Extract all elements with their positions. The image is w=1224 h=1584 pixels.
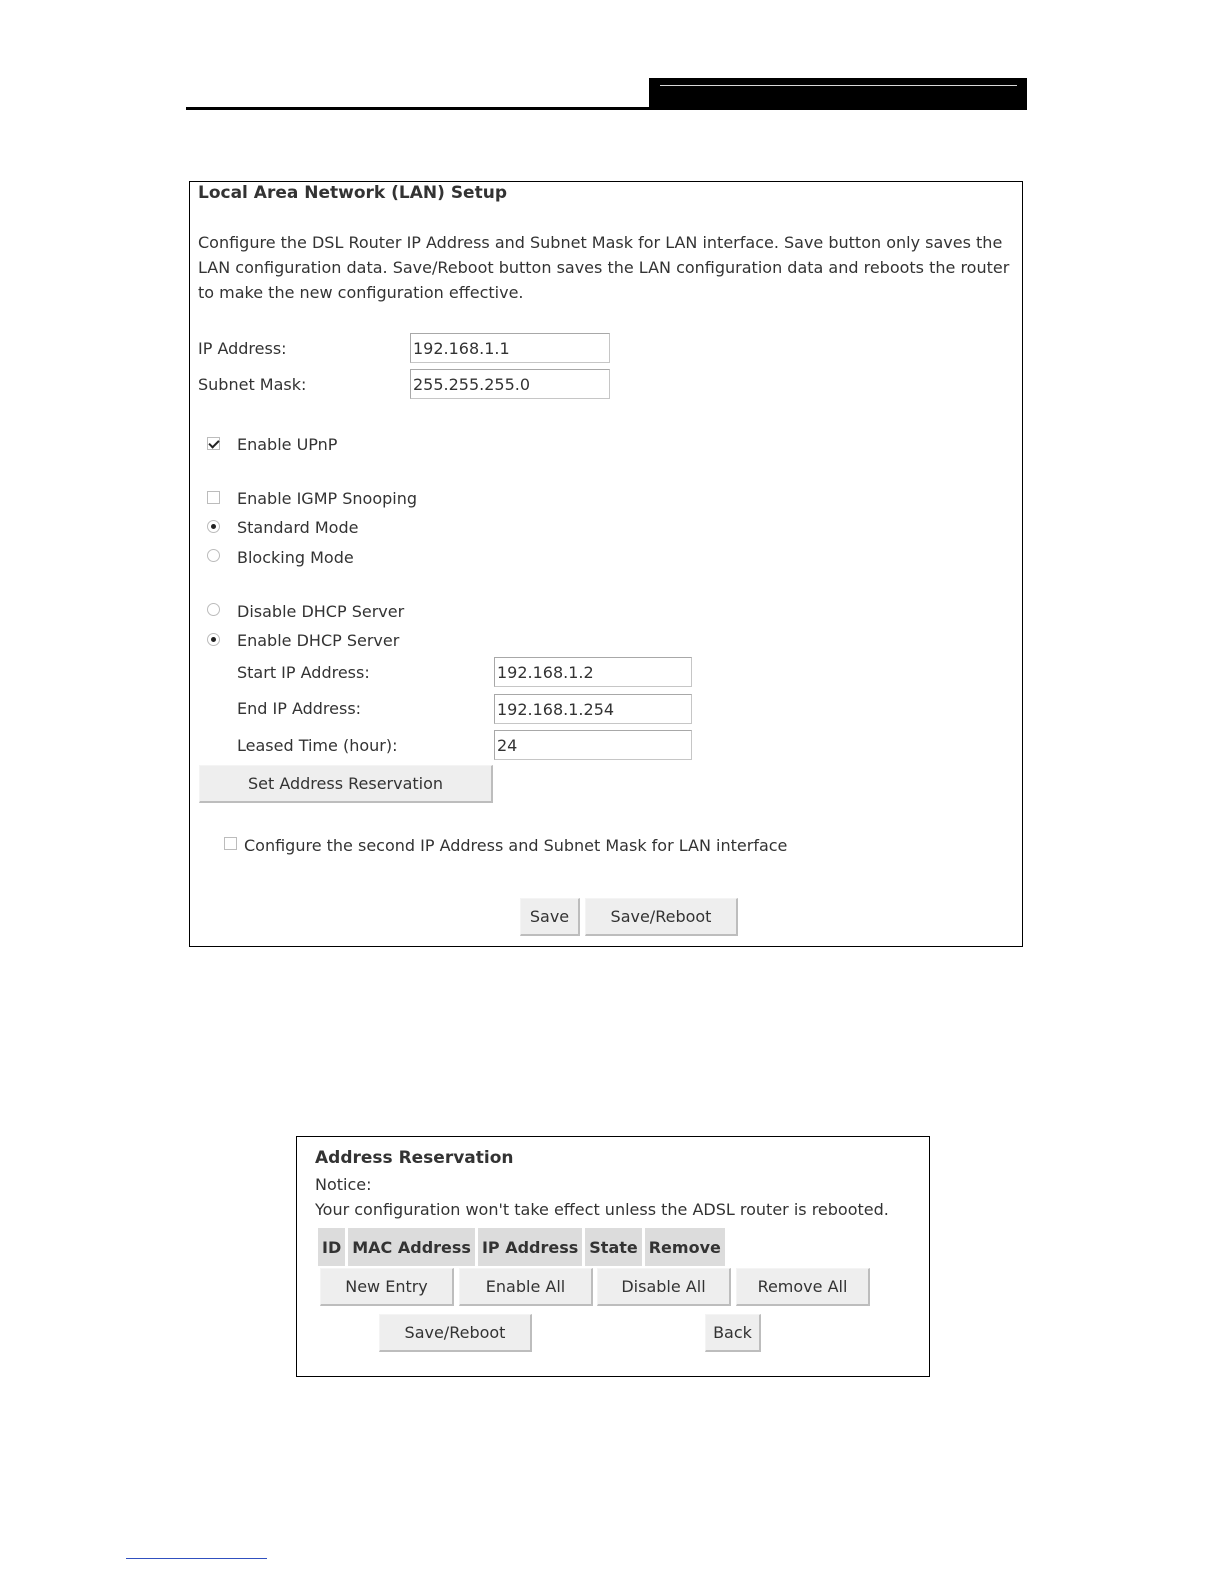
end-ip-label: End IP Address: (237, 699, 362, 718)
subnet-mask-input[interactable] (410, 369, 610, 399)
enable-dhcp-radio[interactable] (207, 633, 220, 646)
save-button[interactable]: Save (520, 898, 580, 936)
column-id: ID (318, 1228, 345, 1266)
header-bar (649, 78, 1027, 110)
reservation-table (315, 1225, 728, 1269)
second-ip-checkbox[interactable] (224, 837, 237, 850)
enable-igmp-snooping-label: Enable IGMP Snooping (237, 489, 418, 508)
ip-address-label: IP Address: (198, 339, 287, 358)
new-entry-button[interactable]: New Entry (320, 1268, 454, 1306)
enable-dhcp-label: Enable DHCP Server (237, 631, 400, 650)
second-ip-label: Configure the second IP Address and Subnet Mask for LAN interface (244, 836, 788, 855)
column-mac-address: MAC Address (348, 1228, 475, 1266)
blocking-mode-label: Blocking Mode (237, 548, 354, 567)
disable-dhcp-label: Disable DHCP Server (237, 602, 405, 621)
address-reservation-panel (296, 1136, 930, 1377)
leased-time-input[interactable] (494, 730, 692, 760)
footer-link-rule (126, 1558, 267, 1559)
lan-setup-description: Configure the DSL Router IP Address and Subnet Mask for LAN interface. Save button only saves the LAN configuration data. Save/Reboot button saves the LAN configuration data and reboots the router to make the new configuration effective. (198, 233, 1010, 302)
notice-label: Notice: (315, 1175, 372, 1194)
standard-mode-label: Standard Mode (237, 518, 359, 537)
subnet-mask-label: Subnet Mask: (198, 375, 307, 394)
set-address-reservation-button[interactable]: Set Address Reservation (199, 765, 493, 803)
enable-igmp-snooping-checkbox[interactable] (207, 491, 220, 504)
lan-setup-title: Local Area Network (LAN) Setup (198, 183, 507, 203)
ip-address-input[interactable] (410, 333, 610, 363)
blocking-mode-radio[interactable] (207, 549, 220, 562)
reservation-save-reboot-button[interactable]: Save/Reboot (379, 1314, 532, 1352)
column-state: State (585, 1228, 641, 1266)
enable-upnp-label: Enable UPnP (237, 435, 338, 454)
column-remove: Remove (645, 1228, 725, 1266)
back-button[interactable]: Back (705, 1314, 761, 1352)
remove-all-button[interactable]: Remove All (736, 1268, 870, 1306)
leased-time-label: Leased Time (hour): (237, 736, 398, 755)
reservation-table-header (318, 1228, 725, 1266)
lan-setup-panel (189, 181, 1023, 947)
enable-all-button[interactable]: Enable All (459, 1268, 593, 1306)
notice-text: Your configuration won't take effect unless the ADSL router is rebooted. (315, 1200, 889, 1219)
header-bar-line (660, 85, 1017, 86)
start-ip-label: Start IP Address: (237, 663, 370, 682)
column-ip-address: IP Address (478, 1228, 582, 1266)
enable-upnp-checkbox[interactable] (207, 437, 220, 450)
start-ip-input[interactable] (494, 657, 692, 687)
disable-all-button[interactable]: Disable All (597, 1268, 731, 1306)
standard-mode-radio[interactable] (207, 520, 220, 533)
address-reservation-title: Address Reservation (315, 1148, 514, 1168)
disable-dhcp-radio[interactable] (207, 603, 220, 616)
save-reboot-button[interactable]: Save/Reboot (585, 898, 738, 936)
end-ip-input[interactable] (494, 694, 692, 724)
